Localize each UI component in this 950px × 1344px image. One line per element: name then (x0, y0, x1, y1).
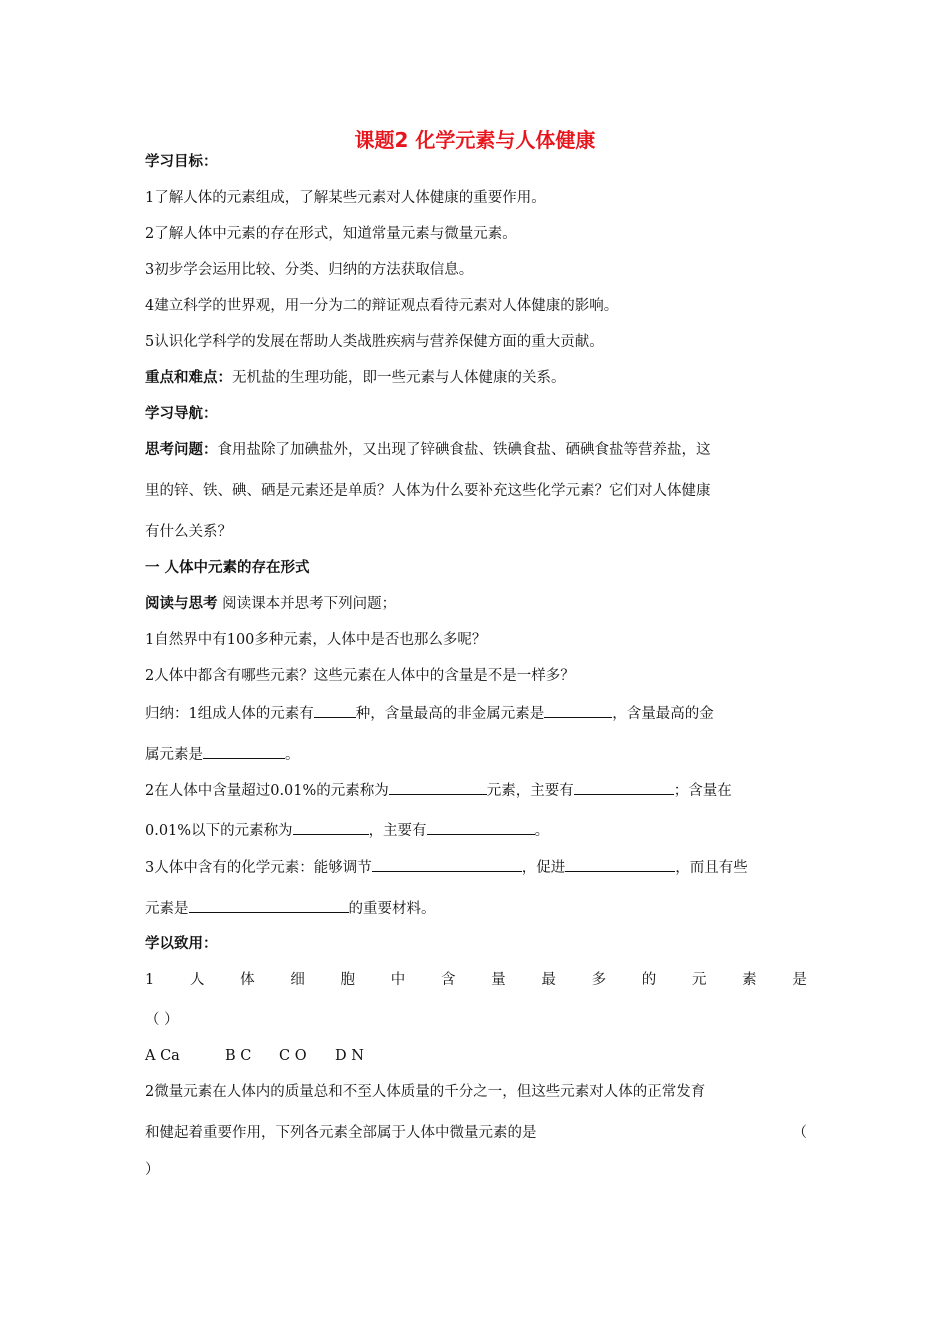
summary-line-3 (145, 780, 807, 801)
q1-char: 量 (491, 972, 506, 988)
key-points-text: 无机盐的生理功能，即一些元素与人体健康的关系。 (232, 370, 566, 386)
summary-text: 种，含量最高的非金属元素是 (355, 706, 545, 722)
q1-char: 体 (240, 972, 255, 988)
question-1 (145, 970, 807, 990)
q1-answer-paren: （ ） (145, 1012, 179, 1028)
read-line (145, 594, 807, 614)
q1-char: 元 (691, 972, 707, 988)
read-label: 阅读与思考 (145, 596, 218, 612)
summary-line-4 (145, 820, 807, 841)
question-item: 1自然界中有100多种元素，人体中是否也那么多呢？ (145, 632, 487, 648)
summary-line-6 (145, 898, 807, 919)
fill-blank[interactable] (565, 857, 675, 872)
think-text: 食用盐除了加碘盐外，又出现了锌碘食盐、铁碘食盐、硒碘食盐等营养盐，这 (217, 442, 711, 458)
goal-item: 1了解人体的元素组成，了解某些元素对人体健康的重要作用。 (145, 190, 546, 206)
summary-text: 元素是 (145, 901, 189, 917)
page-title: 课题2 化学元素与人体健康 (354, 128, 596, 152)
fill-blank[interactable] (574, 780, 674, 795)
q1-char: 胞 (340, 972, 356, 988)
section-heading: 一 人体中元素的存在形式 (145, 560, 310, 576)
summary-line-1 (145, 703, 807, 724)
option-b[interactable]: B C (225, 1048, 252, 1064)
option-a[interactable]: A Ca (145, 1048, 180, 1064)
summary-text: 2在人体中含量超过0.01%的元素称为 (145, 783, 389, 799)
summary-text: ；含量在 (673, 783, 732, 799)
q1-options (145, 1046, 807, 1066)
goal-item: 3初步学会运用比较、分类、归纳的方法获取信息。 (145, 262, 474, 278)
fill-blank[interactable] (544, 703, 612, 718)
q2-open-paren: （ (792, 1125, 807, 1141)
summary-text: 。 (534, 823, 550, 839)
q2-text: 和健起着重要作用，下列各元素全部属于人体中微量元素的是 (145, 1125, 537, 1141)
summary-text: 元素，主要有 (486, 783, 574, 799)
summary-text: 属元素是 (145, 747, 203, 763)
fill-blank[interactable] (372, 857, 522, 872)
summary-text: 0.01%以下的元素称为 (145, 823, 293, 839)
q1-char: 含 (440, 972, 456, 988)
summary-text: 的重要材料。 (348, 901, 436, 917)
goal-item: 5认识化学科学的发展在帮助人类战胜疾病与营养保健方面的重大贡献。 (145, 334, 604, 350)
fill-blank[interactable] (389, 780, 487, 795)
think-line-1 (145, 440, 807, 460)
goal-item: 4建立科学的世界观，用一分为二的辩证观点看待元素对人体健康的影响。 (145, 298, 619, 314)
summary-text: ，而且有些 (675, 860, 748, 876)
q1-char: 最 (541, 972, 556, 988)
think-line-3: 有什么关系？ (145, 524, 232, 540)
summary-text: 。 (285, 747, 300, 763)
goal-item: 2了解人体中元素的存在形式，知道常量元素与微量元素。 (145, 226, 517, 242)
nav-heading: 学习导航： (145, 406, 218, 422)
q2-line-2 (145, 1123, 807, 1143)
q1-char: 1 (145, 972, 155, 988)
goals-heading: 学习目标： (145, 154, 218, 170)
q1-char: 是 (792, 972, 807, 988)
summary-text: ，含量最高的金 (612, 706, 714, 722)
think-line-2: 里的锌、铁、碘、硒是元素还是单质？人体为什么要补充这些化学元素？它们对人体健康 (145, 483, 711, 499)
fill-blank[interactable] (314, 703, 356, 718)
q1-char: 人 (189, 972, 205, 988)
q1-char: 素 (742, 972, 757, 988)
q1-char: 中 (390, 972, 406, 988)
summary-text: ，促进 (521, 860, 566, 876)
q1-char: 的 (641, 972, 657, 988)
summary-line-2 (145, 744, 807, 765)
fill-blank[interactable] (293, 820, 369, 835)
summary-text: ，主要有 (368, 823, 427, 839)
key-points (145, 368, 807, 388)
think-label: 思考问题： (145, 442, 218, 458)
option-c[interactable]: C O (279, 1048, 307, 1064)
question-item: 2人体中都含有哪些元素？这些元素在人体中的含量是不是一样多？ (145, 668, 575, 684)
option-d[interactable]: D N (335, 1048, 364, 1064)
q2-close-paren: ） (145, 1162, 160, 1178)
fill-blank[interactable] (427, 820, 535, 835)
fill-blank[interactable] (189, 898, 349, 913)
q1-char: 细 (290, 972, 305, 988)
fill-blank[interactable] (203, 744, 285, 759)
q2-line-1: 2微量元素在人体内的质量总和不至人体质量的千分之一，但这些元素对人体的正常发育 (145, 1084, 706, 1100)
key-points-label: 重点和难点： (145, 370, 232, 386)
summary-text: 归纳：1组成人体的元素有 (145, 706, 314, 722)
apply-heading: 学以致用： (145, 936, 218, 952)
read-text: 阅读课本并思考下列问题； (217, 596, 397, 612)
q1-char: 多 (591, 972, 607, 988)
summary-text: 3人体中含有的化学元素：能够调节 (145, 860, 372, 876)
summary-line-5 (145, 857, 807, 878)
